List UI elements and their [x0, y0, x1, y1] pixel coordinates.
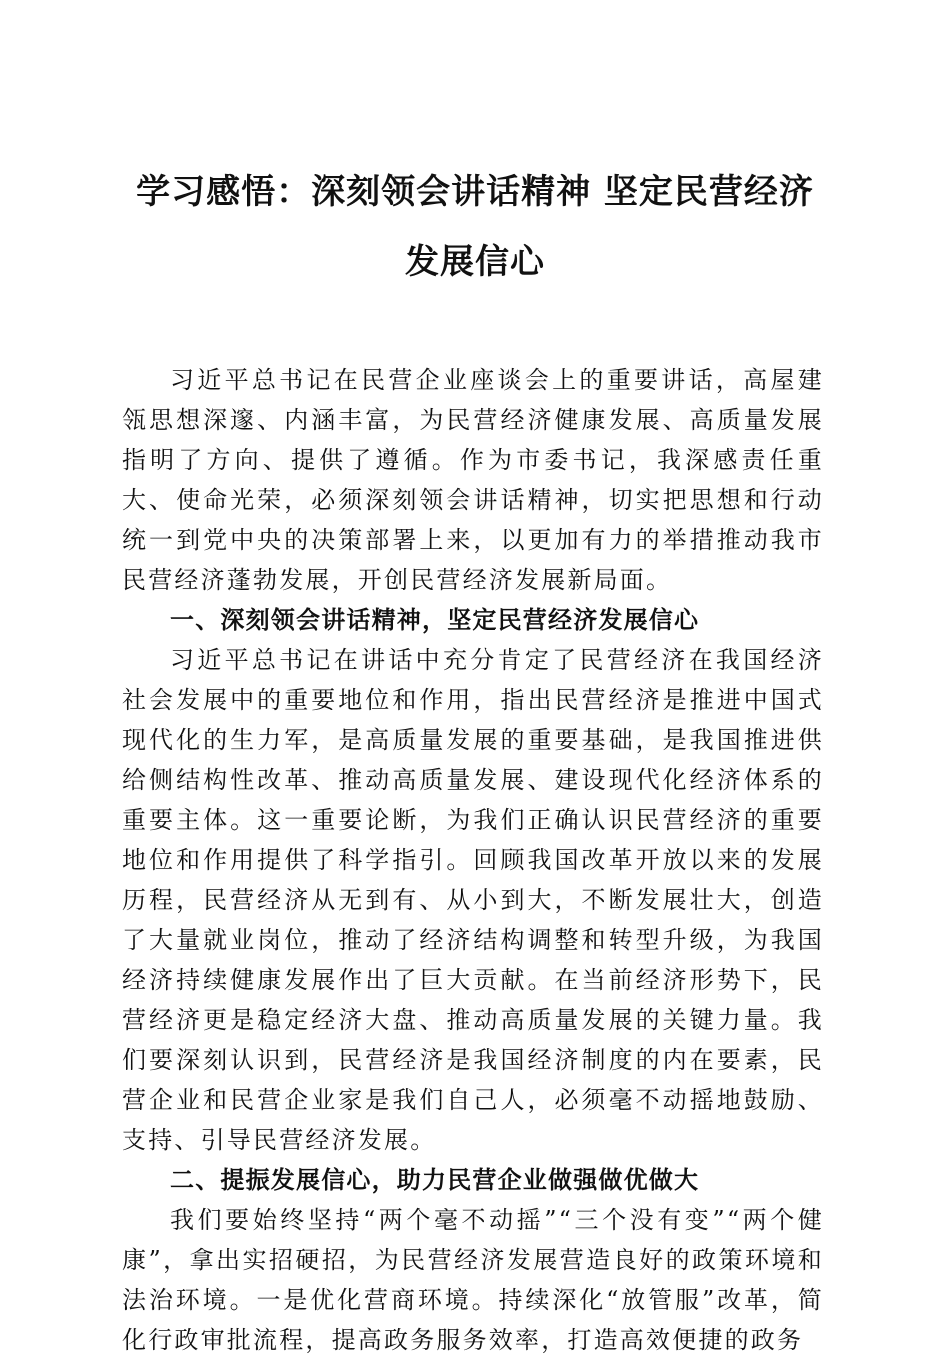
- section-heading-1: 一、深刻领会讲话精神，坚定民营经济发展信心: [170, 606, 700, 634]
- document-body: [122, 360, 824, 1360]
- section-heading-2: 二、提振发展信心，助力民营企业做强做优做大: [170, 1166, 700, 1194]
- section-1-paragraph: 习近平总书记在讲话中充分肯定了民营经济在我国经济社会发展中的重要地位和作用，指出民营经济是推进中国式现代化的生力军，是高质量发展的重要基础，是我国推进供给侧结构性改革、推动高质量发展、建设现代化经济体系的重要主体。这一重要论断，为我们正确认识民营经济的重要地位和作用提供了科学指引。回顾我国改革开放以来的发展历程，民营经济从无到有、从小到大，不断发展壮大，创造了大量就业岗位，推动了经济结构调整和转型升级，为我国经济持续健康发展作出了巨大贡献。在当前经济形势下，民营经济更是稳定经济大盘、推动高质量发展的关键力量。我们要深刻认识到，民营经济是我国经济制度的内在要素，民营企业和民营企业家是我们自己人，必须毫不动摇地鼓励、支持、引导民营经济发展。: [122, 646, 824, 1154]
- document-title-line-2: 发展信心: [405, 242, 545, 282]
- document-title-line-1: 学习感悟：深刻领会讲话精神 坚定民营经济: [136, 172, 814, 212]
- intro-paragraph: 习近平总书记在民营企业座谈会上的重要讲话，高屋建瓴思想深邃、内涵丰富，为民营经济健康发展、高质量发展指明了方向、提供了遵循。作为市委书记，我深感责任重大、使命光荣，必须深刻领会讲话精神，切实把思想和行动统一到党中央的决策部署上来，以更加有力的举措推动我市民营经济蓬勃发展，开创民营经济发展新局面。: [122, 366, 824, 594]
- section-2-paragraph: 我们要始终坚持“两个毫不动摇”“三个没有变”“两个健康”，拿出实招硬招，为民营经济发展营造良好的政策环境和法治环境。一是优化营商环境。持续深化“放管服”改革，简化行政审批流程，提高政务服务效率，打造高效便捷的政务: [122, 1206, 824, 1354]
